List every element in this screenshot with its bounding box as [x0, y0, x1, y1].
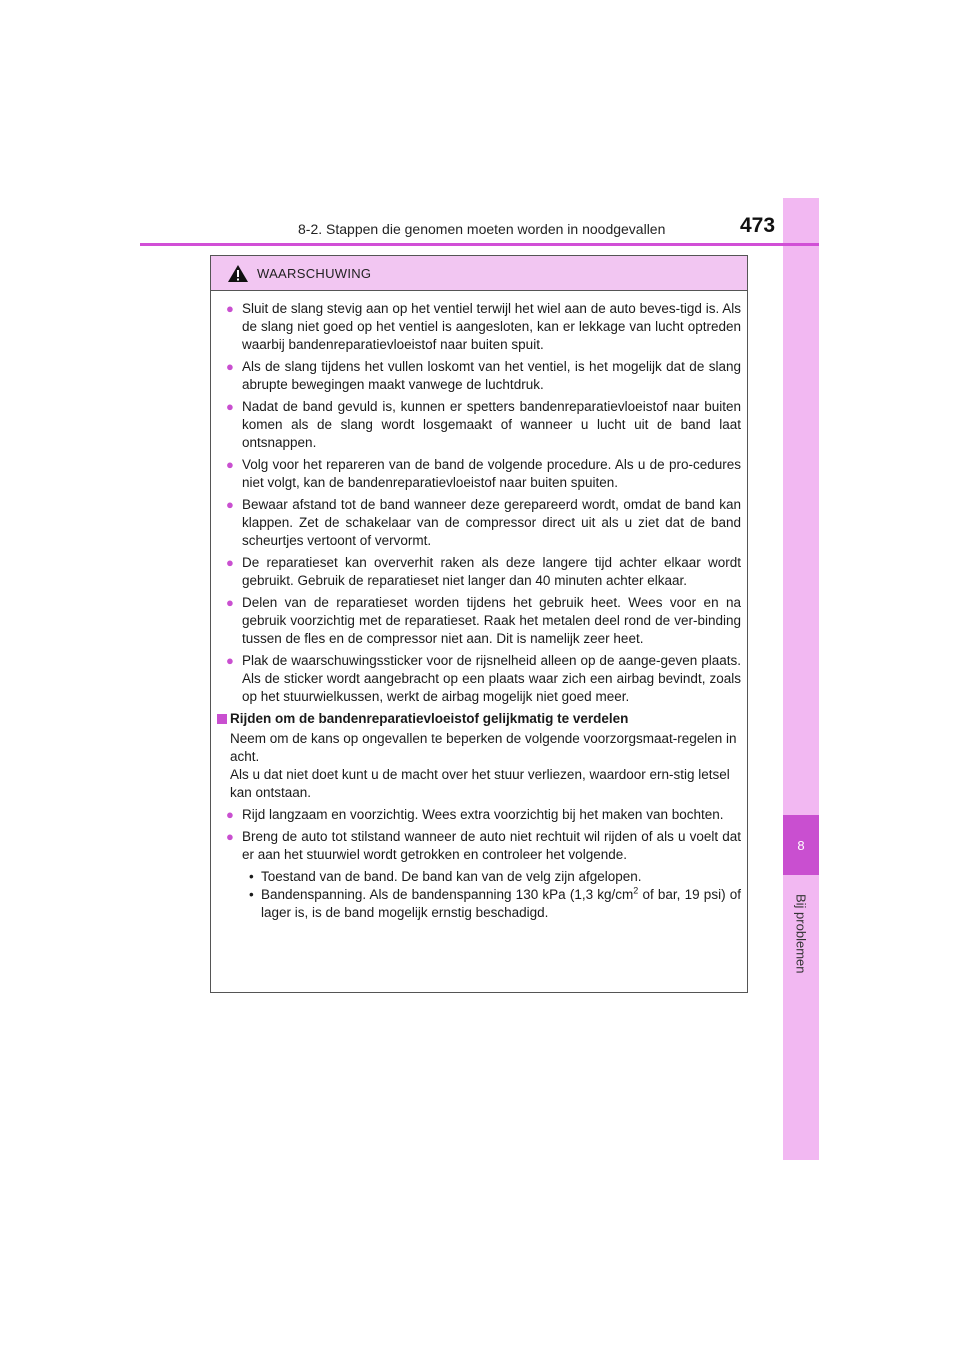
section-bullet [217, 806, 741, 824]
square-bullet-icon [217, 714, 227, 724]
warning-bullet [217, 652, 741, 706]
warning-title: WAARSCHUWING [257, 265, 372, 281]
section-intro [217, 730, 741, 802]
warning-bullet [217, 300, 741, 354]
intro-line: Als u dat niet doet kunt u de macht over het stuur verliezen, waardoor ern-stig letsel kan ontstaan. [230, 767, 730, 800]
sub-item [247, 868, 741, 886]
warning-box [210, 255, 748, 993]
warning-bullet [217, 456, 741, 492]
header-divider [140, 243, 819, 246]
warning-bullet [217, 554, 741, 590]
bullet-icon: ● [226, 359, 234, 374]
bullet-icon: ● [226, 399, 234, 414]
intro-line: Neem om de kans op ongevallen te beperken de volgende voorzorgsmaat-regelen in acht. [230, 731, 737, 764]
bullet-icon: ● [226, 807, 234, 822]
bullet-text: Volg voor het repareren van de band de volgende procedure. Als u de pro-cedures niet volgt, kan de bandenreparatievloeistof naar buiten spuiten. [242, 457, 741, 490]
bullet-text: Rijd langzaam en voorzichtig. Wees extra voorzichtig bij het maken van bochten. [242, 807, 724, 822]
bullet-icon: ● [226, 301, 234, 316]
section-bullet [217, 828, 741, 864]
bullet-text: Bewaar afstand tot de band wanneer deze gerepareerd wordt, omdat de band kan klappen. Zet de schakelaar van de compressor direct uit als u ziet dat de band scheurtjes vertoont of vervormt. [242, 497, 741, 548]
section-title: 8-2. Stappen die genomen moeten worden in noodgevallen [298, 221, 666, 237]
chapter-label [783, 888, 819, 1148]
sub-item [247, 886, 741, 922]
bullet-icon: ● [226, 829, 234, 844]
bullet-icon: ● [226, 555, 234, 570]
warning-header [211, 256, 747, 291]
sub-item-text: of bar, 19 psi) of lager is, is de band mogelijk ernstig beschadigd. [261, 887, 741, 920]
warning-triangle-icon [227, 264, 249, 283]
bullet-text: Als de slang tijdens het vullen loskomt van het ventiel, is het mogelijk dat de slang abrupte bewegingen maakt vanwege de luchtdruk. [242, 359, 741, 392]
warning-bullet [217, 398, 741, 452]
bullet-icon: ● [226, 595, 234, 610]
warning-bullet [217, 496, 741, 550]
bullet-text: De reparatieset kan oververhit raken als deze langere tijd achter elkaar wordt gebruikt. Gebruik de reparatieset niet langer dan 40 minuten achter elkaar. [242, 555, 741, 588]
sub-list [217, 868, 741, 922]
bullet-text: Breng de auto tot stilstand wanneer de auto niet rechtuit wil rijden of als u voelt dat er aan het stuurwiel wordt getrokken en controleer het volgende. [242, 829, 741, 862]
sub-item-text: Toestand van de band. De band kan van de velg zijn afgelopen. [261, 869, 642, 884]
chapter-label-text: Bij problemen [793, 894, 809, 974]
dot-icon: • [249, 869, 254, 884]
superscript: 2 [633, 885, 639, 896]
bullet-text: Sluit de slang stevig aan op het ventiel terwijl het wiel aan de auto beves-tigd is. Als de slang niet goed op het ventiel is aangesloten, kan er lekkage van lucht optreden waarbij bandenreparatievloeistof naar buiten spuit. [242, 301, 741, 352]
chapter-number: 8 [783, 815, 819, 875]
section-heading [217, 710, 741, 728]
section-heading-text: Rijden om de bandenreparatievloeistof gelijkmatig te verdelen [230, 711, 629, 726]
bullet-icon: ● [226, 497, 234, 512]
chapter-side-tab [783, 198, 819, 1160]
bullet-icon: ● [226, 653, 234, 668]
sub-item-text: Bandenspanning. Als de bandenspanning 130 kPa (1,3 kg/cm [261, 887, 634, 902]
bullet-text: Delen van de reparatieset worden tijdens het gebruik heet. Wees voor en na gebruik voorzichtig met de reparatieset. Raak het metalen deel rond de ver-binding tussen de fles en de compressor niet aan. Dit is namelijk zeer heet. [242, 595, 741, 646]
bullet-text: Plak de waarschuwingssticker voor de rijsnelheid alleen op de aange-geven plaats. Als de sticker wordt aangebracht op een plaats waar zich een airbag bevindt, zoals op het stuurwielkussen, werkt de airbag mogelijk niet goed meer. [242, 653, 741, 704]
bullet-icon: ● [226, 457, 234, 472]
warning-bullet [217, 358, 741, 394]
warning-bullet [217, 594, 741, 648]
warning-content [211, 291, 747, 922]
page-number: 473 [740, 214, 776, 237]
bullet-text: Nadat de band gevuld is, kunnen er spetters bandenreparatievloeistof naar buiten komen als de slang wordt losgemaakt of wanneer u lucht uit de band laat ontsnappen. [242, 399, 741, 450]
dot-icon: • [249, 887, 254, 902]
